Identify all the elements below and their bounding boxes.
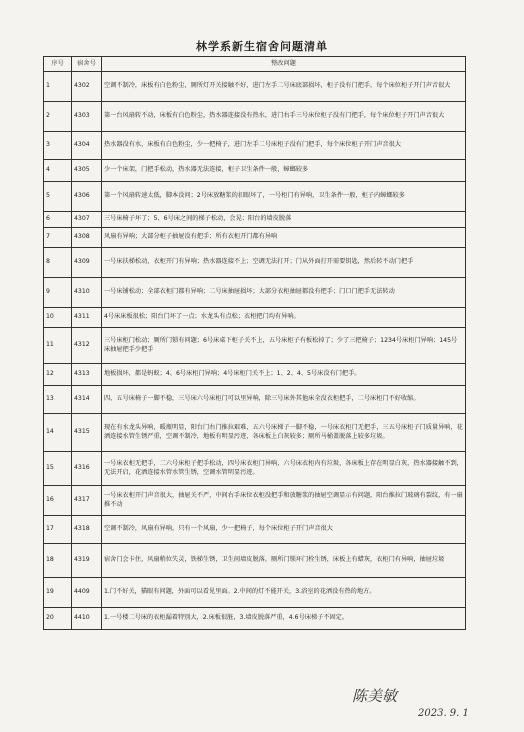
row-issue: 1.一号楼二号床的衣柜漏着特别大，2.床板很脏，3.墙皮脱落严重，4.6号床梯子不固定。 <box>102 608 466 630</box>
row-room: 4303 <box>72 102 102 132</box>
row-room: 4311 <box>72 308 102 328</box>
row-issue: 地板损坏，都是蚂蚁；4、6号床柜门异响；4号床柜门关不上；1、2、4、5号床没有门把手。 <box>102 364 466 386</box>
row-number: 8 <box>44 248 72 278</box>
row-issue: 4号床床板很松；阳台门坏了一点；水龙头有点松；衣柜把门均有异响。 <box>102 308 466 328</box>
table-row <box>44 248 466 278</box>
row-room: 4317 <box>72 486 102 516</box>
row-issue: 一号床衣柜开门声音很大，抽屉关不严，中间右手床位衣柜没把手和放糖浆的抽屉空调显示有问题，阳台推拉门玻璃有裂纹，有一扇推不动 <box>102 486 466 516</box>
table-row <box>44 182 466 212</box>
row-number: 4 <box>44 160 72 182</box>
row-number: 9 <box>44 278 72 308</box>
row-room: 4310 <box>72 278 102 308</box>
header-room: 宿舍号 <box>72 57 102 72</box>
row-issue: 一号床铺松动；全部衣柜门都有异响；二号床抽屉损坏；大部分衣柜抽屉都没有把手；门口门把手无法转动 <box>102 278 466 308</box>
table-row <box>44 328 466 364</box>
table-row <box>44 228 466 248</box>
row-room: 4308 <box>72 228 102 248</box>
row-number: 10 <box>44 308 72 328</box>
row-room: 4313 <box>72 364 102 386</box>
header-no: 序号 <box>44 57 72 72</box>
row-room: 4410 <box>72 608 102 630</box>
row-room: 4315 <box>72 414 102 452</box>
row-issue: 第一台风扇转不动，床板有白色粉尘，热水器连接没有热水，进门右手三号床位柜子没有门把手，每个床位柜子开门声音很大 <box>102 102 466 132</box>
row-number: 14 <box>44 414 72 452</box>
row-issue: 三号床椅子坏了；5、6号床之间的梯子松动，会晃；阳台的墙皮脱落 <box>102 212 466 228</box>
row-room: 4302 <box>72 72 102 102</box>
row-room: 4314 <box>72 386 102 414</box>
row-issue: 宿舍门会卡住，风扇稍位失灵，铁梯生锈，卫生间墙皮脱落，厕所门锁坏门栓生锈，床板上有蜡灰，衣柜门有异响，抽屉垃圾 <box>102 544 466 578</box>
row-number: 5 <box>44 182 72 212</box>
row-room: 4307 <box>72 212 102 228</box>
table-row <box>44 308 466 328</box>
row-room: 4312 <box>72 328 102 364</box>
row-issue: 少一个床架，门把手松动，热水器无法连接，柜子卫生条件一般，蟑螂较多 <box>102 160 466 182</box>
signature: 陈美敏 <box>352 687 398 705</box>
row-number: 18 <box>44 544 72 578</box>
header-issue: 整改问题 <box>102 57 466 72</box>
row-issue: 第一个风扇转速太低，脚本没问；2号床放糖浆的扣眼坏了，一号柜门有异响，卫生条件一般，柜子内蟑螂较多 <box>102 182 466 212</box>
row-room: 4319 <box>72 544 102 578</box>
row-number: 6 <box>44 212 72 228</box>
row-room: 4409 <box>72 578 102 608</box>
row-number: 20 <box>44 608 72 630</box>
row-room: 4318 <box>72 516 102 544</box>
table-row <box>44 278 466 308</box>
row-number: 11 <box>44 328 72 364</box>
table-row <box>44 72 466 102</box>
row-number: 15 <box>44 452 72 486</box>
row-room: 4309 <box>72 248 102 278</box>
row-room: 4305 <box>72 160 102 182</box>
table-row <box>44 516 466 544</box>
row-issue: 空调不制冷，风扇有异响，只有一个风扇，少一把椅子，每个床位柜子开门声音很大 <box>102 516 466 544</box>
row-number: 17 <box>44 516 72 544</box>
row-issue: 1.门不好关，猫眼有问题，外面可以看见里面。2.中间的灯不能开关，3.浴室的花洒没有热的地方。 <box>102 578 466 608</box>
table-row <box>44 212 466 228</box>
row-number: 2 <box>44 102 72 132</box>
table-row <box>44 414 466 452</box>
row-number: 19 <box>44 578 72 608</box>
row-room: 4306 <box>72 182 102 212</box>
row-issue: 一号床衣柜无把手，二六号床柜子把手松动，四号床衣柜门异响，六号床衣柜内有垃圾，各床板上存在明显白灰，热水器接触不到，无法开启，花洒连接水管水管生锈，空调水管明显污迹。 <box>102 452 466 486</box>
table-row <box>44 608 466 630</box>
table-row <box>44 132 466 160</box>
row-issue: 三号床柜门松动；厕所门锁有问题；6号床桌下柜子关不上，五号床柜子有板松掉了；少了三把椅子；1234号床柜门异响；145号床抽屉把手少把手 <box>102 328 466 364</box>
table-row <box>44 160 466 182</box>
row-number: 13 <box>44 386 72 414</box>
row-issue: 四、五号床椅子一脚不稳，三号床六号床柜门可以里异响，除三号床外其他床全没衣柜把手，二号床柜门不好收缩。 <box>102 386 466 414</box>
document-title: 林学系新生宿舍问题清单 <box>196 40 328 53</box>
table-row <box>44 544 466 578</box>
row-room: 4316 <box>72 452 102 486</box>
row-issue: 现在有水龙头异响，暖瓶明显，阳台门右门推拉艰难，五六号床梯子一脚不稳，一号床衣柜门无把手，三五号床柜子门质量异响，花洒连接水管生锈严重，空调不制冷，地板有明显污迹，各床板上白灰较多；厕所马桶盖脱落上较多垃圾。 <box>102 414 466 452</box>
table-row <box>44 578 466 608</box>
table-row <box>44 102 466 132</box>
row-number: 16 <box>44 486 72 516</box>
row-issue: 风扇有异响；大部分柜子抽屉没有把手；所有衣柜开门都有异响 <box>102 228 466 248</box>
sign-date: 2023. 9. 1 <box>418 708 469 719</box>
table-row <box>44 452 466 486</box>
row-room: 4304 <box>72 132 102 160</box>
row-issue: 热水器没有水，床板有白色粉尘，少一把椅子，进门左手二号床柜子没有门把手，每个床位柜子开门声音很大 <box>102 132 466 160</box>
row-number: 12 <box>44 364 72 386</box>
row-issue: 一号床扶梯松动，衣柜开门有异响；热水器连接不上；空调无法打开；门从外面打开需要钥匙，然后转不动门把手 <box>102 248 466 278</box>
row-number: 3 <box>44 132 72 160</box>
row-issue: 空调不制冷，床板有白色粉尘，厕所灯开关接触不好，进门左手二号床底部损坏，柜子没有门把手，每个床位柜子开门声音很大 <box>102 72 466 102</box>
table-row <box>44 364 466 386</box>
row-number: 7 <box>44 228 72 248</box>
table-header-row <box>44 57 466 72</box>
table-row <box>44 486 466 516</box>
row-number: 1 <box>44 72 72 102</box>
issues-table <box>43 56 466 630</box>
table-row <box>44 386 466 414</box>
